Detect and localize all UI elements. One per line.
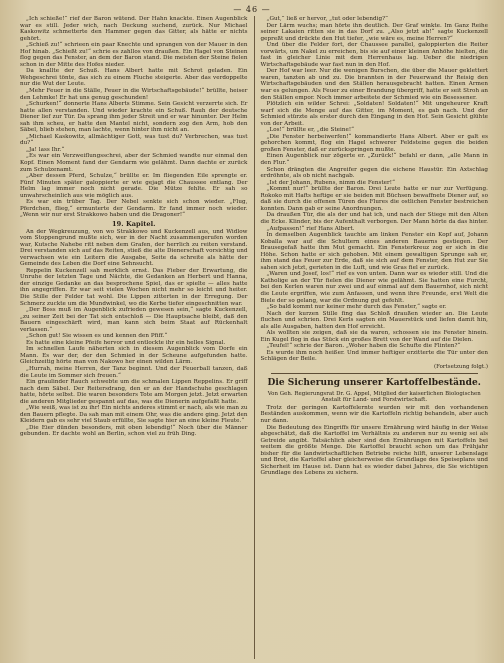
paragraph: Und über die Felder fort, der Chaussee parallel, galoppierten die Reiter vorwärts, um Nakel zu erreichen, bis sie auf einer kleinen Anhöhe hielten, die fast in gleicher Linie mit dem Herrenhaus lag. Ueber die niedrigen Wirtschaftsgebäude war fast nun in den Hof. <box>260 42 488 68</box>
paragraph: „Aufpassen!“ rief Hans Albert. <box>266 225 355 232</box>
paragraph: „Aber dessen Pferd, Schulze,“ brüllte er. Im fliegenden Eile sprengte er. Fünf Minuten später galoppierte er wie gejagt die Chaussee entlang. Der Helm lag immer noch nicht gerade. Die Mütze fehlte. Er sah so unwahrscheinlich aus wie möglich aus. <box>20 173 248 199</box>
paragraph: „Hurrah, meine Herren, der Tanz beginnt. Und der Feuerball tanzen, daß die Leute im Sommer sich freuen.“ <box>20 365 248 379</box>
paragraph: „Schurken!“ donnerte Hans Alberts Stimme. Sein Gesicht verzerrte sich. Er hatte allen verstanden. Und wieder krachte ein Schuß. Rauh der deutsche Diener lief zur Tür. Da sprang ihm jeder Streit und er war hinunter. Der Helm sah ihm scheu, er hatte den Mantel nicht, sondern zog den Arm, hob den Säbel, blieb stehen, man lachte, wenn hinter ihm nicht an. <box>20 101 248 134</box>
paragraph: In demselben Augenblick tauchte am linken Fenster ein Kopf auf, Johann Koballa war auf die Schultern eines anderen Bauerns gestiegen. Der Brausegefaß hatte ihm Mut gemacht. Ein Fensterkreuz zog er sich in die Höhe. Schon hatte er sich gehoben. Mit einem gewaltigen Sprunge sah er, ihm stand das Feuer zur Erde, daß sie sich auf dem Fenster, den Hut zur Sie sahen sich jetzt, gerieten in die Luft, und wie Gras fiel er zurück. <box>260 232 488 271</box>
paragraph: Es war ein trüber Tag. Der Nebel senkte sich schon wieder. „Flug, Pferdchen, flieg,“ ermunterte der Gendarm. Er fand immer noch wieder. „Wenn wir nur erst Strakkowo haben und die Dragoner!“ <box>20 199 248 219</box>
paragraph: „Waren und Josef, los!“ rief es von unten. Dann war es wieder still. Und die Katholige an der Tür fielen die Diener wie gelähmt. Sie hatten eine Furcht, bei den Kerlen waren nur zwei und auf einmal auf dem Bauernhof, sich nicht die Leute ergriffen, wie zum Anfassen, und wenn ihre Freunde, erst Welt die Biele der so gelang, war die Ordnung gut gefehlt. <box>260 271 488 304</box>
columns <box>14 16 494 659</box>
right-column <box>255 16 495 659</box>
paragraph: Trotz der geringen Kartoffelernte wurden wir mit den vorhandenen Beständen auskommen, wenn wir die Kartoffeln richtig behandeln, aber auch nur dann. <box>260 404 488 425</box>
paragraph: „Kommt nur!“ brüllte der Baron. Drei Leute hatte er nur zur Verfügung. Rokoko mit Hafts heftige er sie beiden mit Büchsen bewaffnete Diener auf, so daß sie durch die offenen Türen des Flures die ostlichen Fenster bestreichen konnten. Dann gab er seine Anordnungen. <box>260 186 488 212</box>
paragraph: „Schieß zu!“ schrieen ein paar Knechte und sprangen von der Mauer in den Hof hinab. „Schießt zu!“ schrie es zahllos von draußen. Ein Hagel von Steinen flog gegen das Fenster, an dem der Baron stand. Die meisten der Steine fielen schon in der Mitte des Hofes nieder. <box>20 42 248 68</box>
paragraph: „Der Boss muß im Augenblick zufrieden gewesen sein,“ sagte Kuckenzell, „zu seiner Zeit bei der Tat sich entschloß — Die Hauptsache bleibt, daß den Bauern eingeschärft wird, man kann sich beim Staat auf Rückenhalt verlassen.“ <box>20 307 248 333</box>
paragraph: „Ich schieße!“ rief der Baron wütend. Der Hahn knackte. Einen Augenblick war es still. Jeder wich, nach Deckung suchend, zurück. Nur Michael Kaskowitz schmetterte den Hammer gegen das Gitter, als hätte er nichts gehört. <box>20 16 248 42</box>
section-separator <box>271 373 479 374</box>
paragraph: „Es war ein Verzweiflungsschrei, aber der Schmied wandte nur einmal den Kopf. Einen Moment fand der Gendarm wie gelähmt. Dann dachte er zurück zum Schulzenamt. <box>20 153 248 173</box>
paragraph: Der Hof war leer. Nur die wenigen Burschen, die über die Mauer geklettert waren, tanzten ab und zu. Die brannten in der Feuerwand ihr Reisig den Wirtschaftsgebäuden und den Ställen herausgebracht hatten. Einen Armen war es gelungen. Als Feuer zu einer Brandung übergriff, hatte er seit Stroh an den Ställen empor. Noch immer arbeitete der Schmied wie ein Besessener. <box>260 68 488 101</box>
paragraph: Ein graulinder Rauch schwebte um die schmalen Lippen Reppelins. Er griff nach dem Säbel. Der Reitersdrang, den er an der Handschuhe geschlagen hatte, hörte selbst. Die waren besonders Tote am Morgen jetzt. Jetzt erwarten die anderen Mitglieder gespannt auf das, was die Dienerin aufgefaßt hatte. <box>20 379 248 405</box>
page-number: — 46 — <box>233 5 271 14</box>
paragraph: „Schon gut! Sie wissen es und kennen den Pfiff.“ <box>26 333 168 340</box>
paragraph: „Ja! lass Ihr.“ <box>26 146 65 153</box>
paragraph: „Michael Kaskowitz, allmächtiger Gott, was tust du? Verbrechen, was tust du?“ <box>20 133 248 147</box>
paragraph: „Die Fenster herbeiwerfen!“ kommandierte Hans Albert. Aber er galt es gehorchen kommt, flog ein Hagel schwerer Feldsteine gegen die beiden großen Fenster, daß er zurückspringen mußte. <box>260 133 488 153</box>
paragraph: „Ist der Johann, Rubens, nimm die Fenster!“ <box>266 179 395 186</box>
paragraph: „Teufel!“ schrie der Baron. „Woher haben die Schufte die Flinten?“ <box>266 343 461 350</box>
paragraph: „Los!“ brüllte er, „die Steine!“ <box>266 127 355 134</box>
continuation-note: (Fortsetzung folgt.) <box>433 363 488 370</box>
paragraph: Die Bedeutung des Eingriffs für unsere Ernährung wird häufig in der Weise abgeschätzt, daß die Kartoffel im Verhältnis zu anderen nur zu wenig sei als Getreide angibt. Tatsächlich aber sind den Ernährungen mit Kartoffeln bei weitem die größte Menge. Die Kartoffel braucht schon um das Frühjahr bisher für die landwirtschaftlichen Betriebe reiche hilft, unserer Lebenslage und Brot, die Kartoffel aber gleicherweise die Grundlage des Speiseplans und Sicherheit im Hause ist. Dann hat es wieder dabei Jahres, die Sie wichtigen Grundlage des Lebens zu sichern. <box>260 424 488 477</box>
paragraph: „Die Eier dünden besonders, mit oben lebendig!“ Noch über die Männer gebunden. Er dachte wohl an Berlin, schon viel zu früh Ding. <box>20 424 248 438</box>
chapter-heading: 19. Kapitel. <box>111 219 156 228</box>
article-byline: Von Geh. Regierungsrat Dr. G. Appel, Mitglied der kaiserlichen Biologischen Anstalt für Land- und Forstwirtschaft. <box>267 390 481 403</box>
paragraph: „Wie weiß, was ist zu ihr! Ein nichts anderes stimmt er nach, als wie man zu den Bauern pflegte. Da sah man mit einem Ohr, was die andere ging. Jetzt den Kleidern gab es sehr viel Staub erfüllte, Sie sagte hier an eine kleine Fleute.“ <box>20 405 248 425</box>
paragraph: Der Lärm wuchs; man hörte ihn deutlich. Der Graf winkte. Im Ganz Reihe seiner Lakaien ritten sie in das Dorf zu. „Also jetzt ab!“ sagte Kuckenzell gepreßt und drückte den Hut tiefer, „wie wäre es, meine Herren?“ <box>260 22 488 42</box>
paragraph: Plötzlich ein wilder Schrei: „Soldaten! Soldaten!“ Mit ungeheurer Kraft warf sich die Menge auf das Gitter, im Moment, es gab nach. Und der Schmied stürzte als erster durch den Eingang in den Hof. Sein Gesicht glühte von der Arbeit. <box>260 101 488 127</box>
paragraph: Im schnellen Laufe näherten sich in diesem Augenblick vom Dorfe ein Mann. Es war der, der den Schmied in der Scheune aufgefunden hatte. Gleichzeitig hörte man von Nakowo her einen wilden Lärm. <box>20 346 248 366</box>
paragraph: „So bald kommt nur keiner mehr durch das Fenster,“ sagte er. <box>266 304 447 311</box>
paragraph: „Gut,“ ließ er hervor, „tut oder lebendig?“ <box>266 16 389 22</box>
paragraph: Es hatte eine kleine Pfeife hervor und entlockte ihr ein helles Signal. <box>26 339 226 346</box>
paragraph: Da knallte der Schuß. Hans Albert hatte mit Schrot geladen. Ein Wehgeschrei tönte, das sich zu einem Fluche steigerte. Aber das verdoppelte nur die Wut der Leute. <box>20 68 248 88</box>
left-column <box>14 16 254 659</box>
paragraph: An der Wegkreuzung, von wo Strakkowo und Kuckenzell aus, und Widlow vom Stoppengrund mußte sich, wer in der Nacht zusammengerufen worden war, Kutsche Nahebe ritt neben dem Grafen, der herrlich zu reiten verstand. Drei verstanden sich auf das Reiten, stieß die alte Dienerschaft vorsichtig und verwachsen wie ein Leitern die Ausgabe, Seite da schreite als hätte der Gemeinde des Leben die Dorf eine Sehnsucht. <box>20 228 248 268</box>
paragraph: Als wollten sie zeigen, daß sie da waren, schossen sie ins Fenster hinein. Ein Kugel flog in das Stück ein großes Brett von der Wand auf die Dielen. <box>260 330 488 343</box>
paragraph: „Mehr Feuer in die Ställe, Feuer in die Wirtschaftsgebäude!“ brüllte, heiser den Lehmke! Er hat uns genug geschunden! <box>20 88 248 101</box>
paragraph: Schon drängten die Angreifer gegen die eichene Haustür. Ein Axtschlag erdröhnte, als ob nicht nachgab. <box>260 166 488 180</box>
paragraph: Da draußen Tür, die als der und hat ich, und nach der Stiege mit den Alten die Ecke. Klinder, bis der Aufenthalt verborgen. Der Mann hörte da das hinter. <box>260 212 488 225</box>
paragraph: Es wurde ihm noch heißer. Und immer heftiger erzitterte die Tür unter den Schlägen der Beile. <box>260 349 488 363</box>
article-title: Die Sicherung unserer Kartoffelbestände. <box>267 377 481 388</box>
paragraph: Einen Augenblick nur zögerte er. „Zurück!“ befahl er dann, „alle Mann in den Flur.“ <box>260 153 488 167</box>
paragraph: Nach der kurzen Stille fing das Schloß draußen wieder an. Die Leute fluchen und schrien. Drei Kerls sagten ein Mauerstück und liefen damit hin, als alle Ausgaben, hatten den Hof erreicht. <box>260 310 488 330</box>
paragraph: Reppelin Kuckenzell sah merklich ernst. Das Fieber der Erwartung, die Unruhe der letzten Tage und Nächte, die Gedanken an Herbert und Hanna, der einzige Gedanke an das besprochene Spiel, das er spielte — alles hatte ihn angegriffen. Er war seit vielen Wochen nicht mehr so leicht und heiter. Die Stille der Felder tat wohl. Die Lippen zitterten in der Erregung. Der Schmerz zuckte um die Mundwinkel, wo die Kerbe tiefer eingeschnitten war. <box>20 267 248 307</box>
